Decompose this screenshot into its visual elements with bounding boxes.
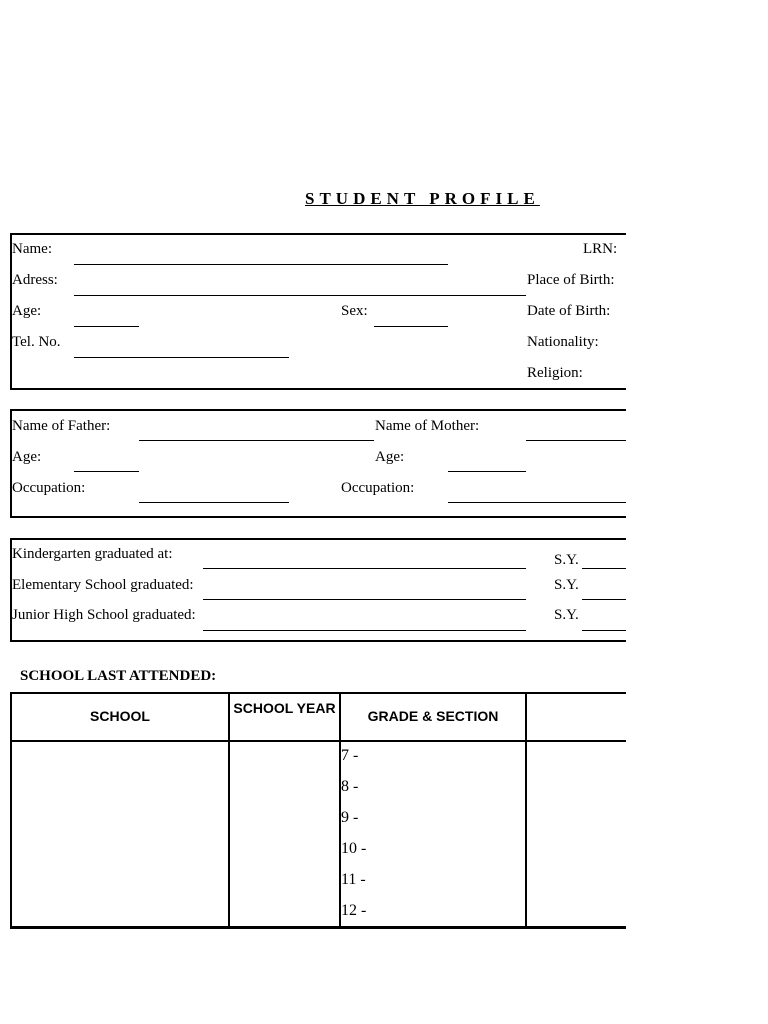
- elementary-label: Elementary School graduated:: [12, 577, 194, 593]
- sex-field[interactable]: [374, 326, 448, 327]
- junior-high-label: Junior High School graduated:: [12, 607, 196, 623]
- sex-label: Sex:: [341, 303, 368, 319]
- tel-field[interactable]: [74, 357, 289, 358]
- father-age-label: Age:: [12, 449, 42, 465]
- kindergarten-field[interactable]: [203, 568, 526, 569]
- lrn-label: LRN:: [583, 241, 618, 257]
- father-occupation-label: Occupation:: [12, 480, 86, 496]
- place-of-birth-label: Place of Birth:: [527, 272, 615, 288]
- mother-name-field[interactable]: [526, 440, 626, 441]
- age-label: Age:: [12, 303, 42, 319]
- father-age-field[interactable]: [74, 471, 139, 472]
- tel-label: Tel. No.: [12, 334, 61, 350]
- grade-row-10: 10 -: [341, 840, 367, 857]
- elementary-sy-field[interactable]: [582, 599, 626, 600]
- junior-high-sy-label: S.Y.: [554, 607, 579, 623]
- mother-occupation-field[interactable]: [448, 502, 626, 503]
- kindergarten-label: Kindergarten graduated at:: [12, 546, 173, 562]
- grade-row-7: 7 -: [341, 747, 359, 764]
- age-field[interactable]: [74, 326, 139, 327]
- column-header-school-year: SCHOOL YEAR: [233, 700, 336, 716]
- elementary-field[interactable]: [203, 599, 526, 600]
- junior-high-field[interactable]: [203, 630, 526, 631]
- junior-high-sy-field[interactable]: [582, 630, 626, 631]
- date-of-birth-label: Date of Birth:: [527, 303, 611, 319]
- column-header-school: SCHOOL: [90, 708, 150, 724]
- grade-row-9: 9 -: [341, 809, 359, 826]
- grade-row-11: 11 -: [341, 871, 366, 888]
- father-occupation-field[interactable]: [139, 502, 289, 503]
- address-field[interactable]: [74, 295, 526, 296]
- address-label: Adress:: [12, 272, 58, 288]
- nationality-label: Nationality:: [527, 334, 599, 350]
- kindergarten-sy-label: S.Y.: [554, 552, 579, 568]
- name-label: Name:: [12, 241, 52, 257]
- father-name-label: Name of Father:: [12, 418, 111, 434]
- grade-row-12: 12 -: [341, 902, 367, 919]
- kindergarten-sy-field[interactable]: [582, 568, 626, 569]
- religion-label: Religion:: [527, 365, 583, 381]
- page-title: STUDENT PROFILE: [305, 189, 540, 208]
- grade-row-8: 8 -: [341, 778, 359, 795]
- mother-age-label: Age:: [375, 449, 405, 465]
- mother-name-label: Name of Mother:: [375, 418, 480, 434]
- column-header-grade-section: GRADE & SECTION: [367, 708, 499, 724]
- name-field[interactable]: [74, 264, 448, 265]
- mother-age-field[interactable]: [448, 471, 526, 472]
- mother-occupation-label: Occupation:: [341, 480, 415, 496]
- father-name-field[interactable]: [139, 440, 374, 441]
- school-last-attended-heading: SCHOOL LAST ATTENDED:: [20, 668, 217, 684]
- elementary-sy-label: S.Y.: [554, 577, 579, 593]
